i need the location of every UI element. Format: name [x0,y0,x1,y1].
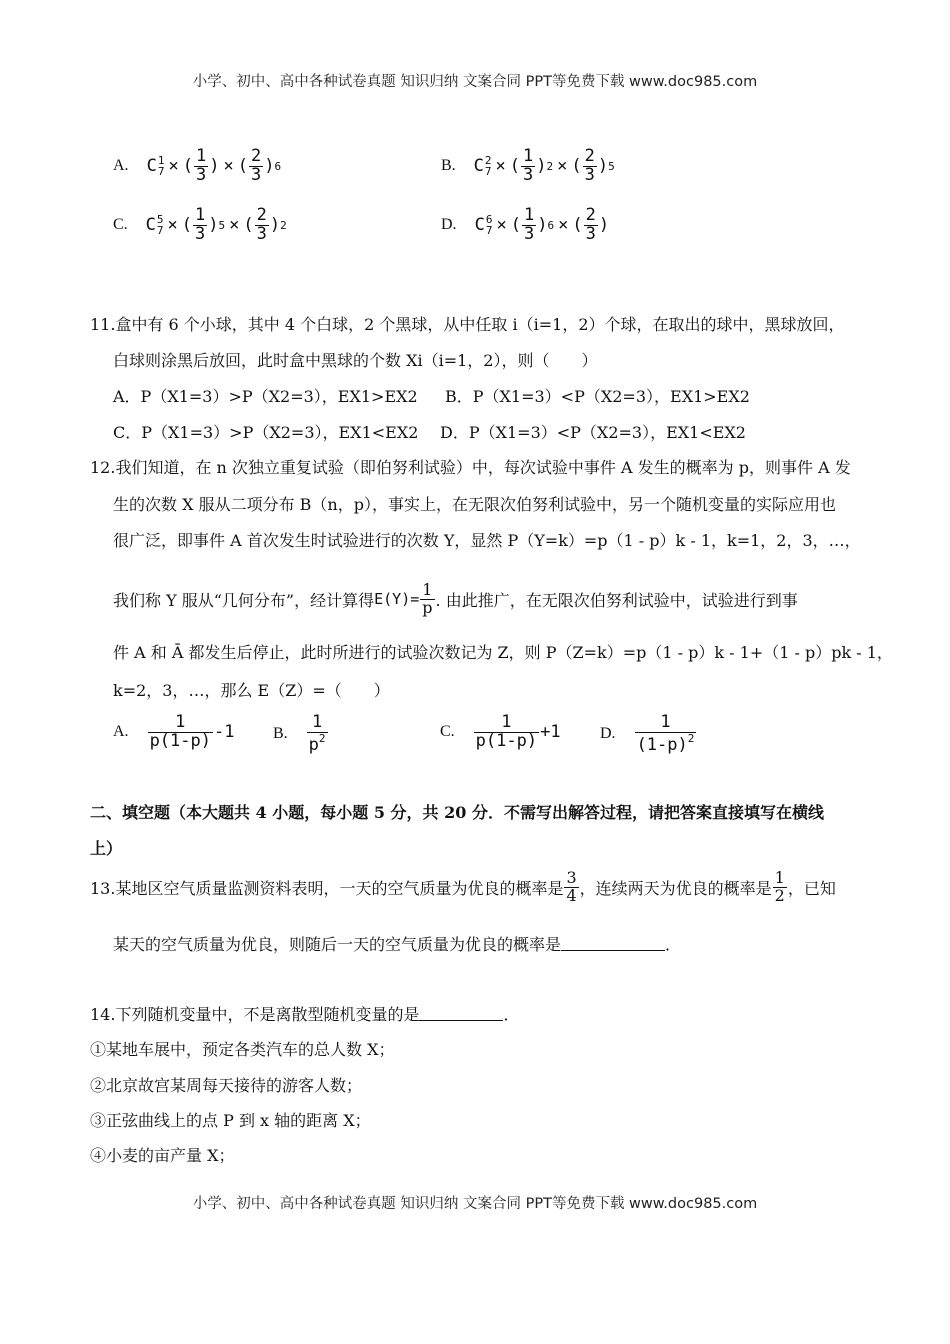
q12-line4-text-a: 我们称 Y 服从“几何分布”，经计算得 [113,590,375,610]
q12-line1: 12.我们知道，在 n 次独立重复试验（即伯努利试验）中，每次试验中事件 A 发生的概率为 p，则事件 A 发 [90,458,851,477]
q12-option-b-den: p [308,734,319,755]
q10-option-label: C. [113,216,128,234]
q11-option-c: C．P（X1=3）>P（X2=3），EX1<EX2 [113,423,419,442]
q14-end: ． [503,1005,520,1024]
open-paren: ( [237,156,248,177]
fraction-den: 3 [250,164,262,185]
q14-item-1: ①某地车展中，预定各类汽车的总人数 X； [90,1040,395,1059]
combination-indices [157,214,164,237]
q12-option-b-fraction [307,714,328,755]
fraction-one-third [193,207,207,244]
q14-item-3: ③正弦曲线上的点 P 到 x 轴的距离 X； [90,1111,371,1130]
q10-option-c [113,207,287,244]
q12-option-b [273,714,329,755]
combination-indices [485,155,492,178]
combination-symbol: C [145,215,156,236]
q14-item-2: ②北京故宫某周每天接待的游客人数； [90,1076,363,1095]
section2-heading-line2: 上） [90,839,123,858]
fraction-num: 2 [256,205,267,225]
q14-line1 [90,1002,519,1025]
fraction-num: 2 [250,146,262,166]
combination-lower: 7 [156,224,164,238]
q13-part2: ，连续两天为优良的概率是 [579,878,772,898]
close-paren: ) [269,215,281,236]
fraction-num: 1 [195,146,207,166]
open-paren: ( [181,215,193,236]
close-paren: ) [264,156,275,177]
fraction-one-third [522,207,536,244]
combination-lower: 7 [157,165,165,179]
q12-option-a-tail: -1 [213,722,235,743]
combination-indices [158,155,165,178]
q13-part1: 13.某地区空气质量监测资料表明，一天的空气质量为优良的概率是 [90,878,564,898]
combination-indices [486,214,493,237]
q13-part3: ，已知 [787,878,836,898]
q13-answer-blank[interactable] [561,936,665,951]
fraction-num: 2 [584,146,595,166]
q12-option-d-den: (1-p) [636,734,688,755]
page-header: 小学、初中、高中各种试卷真题 知识归纳 文案合同 PPT等免费下载 www.doc985.com [192,74,758,90]
open-paren: ( [572,215,583,236]
q12-option-a-fraction [148,714,213,751]
q12-option-c-num: 1 [501,712,512,732]
fraction-den: 3 [523,223,535,244]
q13-line2-text: 某天的空气质量为优良，则随后一天的空气质量为优良的概率是 [113,935,562,954]
exponent-2: 2 [280,218,287,232]
open-paren: ( [510,215,521,236]
q11-option-d: D．P（X1=3）<P（X2=3），EX1<EX2 [440,423,746,442]
q12-option-d-den-wrap [635,732,697,755]
q12-option-d-fraction [635,714,697,755]
exponent-1: 6 [547,218,555,232]
q12-option-a-den: p(1-p) [149,730,211,751]
fraction-den: 3 [256,223,267,244]
q12-line3: 很广泛，即事件 A 首次发生时试验进行的次数 Y，显然 P（Y=k）=p（1 - p）k - 1，k=1，2，3，…， [113,531,861,550]
page-footer: 小学、初中、高中各种试卷真题 知识归纳 文案合同 PPT等免费下载 www.doc985.com [192,1196,758,1212]
q13-line1 [90,870,836,905]
q12-line4 [113,582,798,617]
open-paren: ( [243,215,254,236]
q14-item-4: ④小麦的亩产量 X； [90,1146,235,1165]
q12-ey-denominator: p [422,597,433,617]
open-paren: ( [182,156,193,177]
combination-upper: 1 [157,153,165,167]
q12-option-b-den-exp: 2 [318,731,326,745]
fraction-num: 1 [523,146,534,166]
close-paren: ) [537,215,548,236]
fraction-two-thirds [255,207,269,244]
times-sign: × [229,215,240,236]
times-sign: × [558,215,569,236]
combination-symbol: C [474,215,485,236]
combination-lower: 7 [485,224,493,238]
times-sign: × [168,156,179,177]
q11-option-a: A．P（X1=3）>P（X2=3），EX1>EX2 [113,387,418,406]
fraction-den: 3 [195,223,206,244]
times-sign: × [496,215,507,236]
q11-option-b: B．P（X1=3）<P（X2=3），EX1>EX2 [445,387,750,406]
q12-option-c-den: p(1-p) [475,730,538,751]
q12-ey-label: E(Y)= [374,590,420,609]
q10-option-label: B. [441,157,456,175]
open-paren: ( [509,156,521,177]
q12-option-b-num: 1 [311,712,323,732]
times-sign: × [495,156,506,177]
fraction-two-thirds [583,148,597,185]
q13-fraction-1-num: 3 [566,868,577,887]
q12-option-a [113,714,234,751]
combination-upper: 2 [484,153,492,167]
fraction-den: 3 [195,164,207,185]
close-paren: ) [209,156,220,177]
fraction-den: 3 [523,164,534,185]
q12-line4-text-b: . 由此推广，在无限次伯努利试验中，试验进行到事 [435,590,798,610]
q12-option-c-label: C. [440,723,455,741]
exponent-2: 5 [608,159,615,173]
times-sign: × [167,215,178,236]
combination-lower: 7 [484,165,492,179]
fraction-one-third [194,148,208,185]
q12-ey-fraction [420,582,434,617]
q13-line2 [113,932,681,955]
combination-upper: 6 [485,212,493,226]
q12-option-c [440,714,561,751]
times-sign: × [557,156,568,177]
q12-option-a-label: A. [113,723,129,741]
combination-symbol: C [473,156,484,177]
q12-option-d-den-exp: 2 [687,731,695,745]
q12-line6: k=2，3，…，那么 E（Z）=（ ） [113,681,390,700]
q11-line1: 11.盒中有 6 个小球，其中 4 个白球，2 个黑球，从中任取 i（i=1，2）个球，在取出的球中，黑球放回， [90,315,845,334]
close-paren: ) [598,215,610,236]
q12-line2: 生的次数 X 服从二项分布 B（n，p），事实上，在无限次伯努利试验中，另一个随机变量的实际应用也 [113,495,836,514]
close-paren: ) [208,215,219,236]
q12-line5: 件 A 和 Ā 都发生后停止，此时所进行的试验次数记为 Z，则 P（Z=k）=p（1 - p）k - 1+（1 - p）pk - 1， [113,643,893,662]
exponent-1: 5 [218,218,226,232]
open-paren: ( [571,156,582,177]
section2-heading-line1: 二、填空题（本大题共 4 小题，每小题 5 分，共 20 分．不需写出解答过程，请把答案直接填写在横线 [90,803,824,822]
fraction-num: 1 [195,205,206,225]
q13-fraction-1 [564,870,578,905]
q14-answer-blank[interactable] [419,1006,503,1021]
q12-option-c-tail: +1 [540,722,561,743]
combination-upper: 5 [156,212,164,226]
q12-option-d-label: D. [600,725,616,743]
fraction-den: 3 [585,223,596,244]
fraction-two-thirds [584,207,598,244]
q10-option-b [441,148,615,185]
q14-line1-text: 14.下列随机变量中，不是离散型随机变量的是 [90,1005,420,1024]
fraction-one-third [521,148,535,185]
fraction-two-thirds [249,148,263,185]
q13-fraction-2-num: 1 [774,868,785,887]
exponent-1: 2 [546,159,554,173]
q10-option-d [441,207,609,244]
close-paren: ) [597,156,609,177]
exponent-2: 6 [274,159,282,173]
q13-end: ． [665,935,682,954]
q10-option-a [113,148,281,185]
fraction-den: 3 [584,164,595,185]
times-sign: × [223,156,234,177]
fraction-num: 2 [585,205,596,225]
q13-fraction-1-den: 4 [566,885,577,905]
q11-line2: 白球则涂黑后放回，此时盒中黑球的个数 Xi（i=1，2），则（ ） [113,351,598,370]
q12-option-c-fraction [474,714,539,751]
q12-option-b-den-wrap [307,732,328,755]
q12-option-d-num: 1 [660,712,671,732]
q12-option-b-label: B. [273,725,288,743]
q10-option-label: D. [441,216,457,234]
combination-symbol: C [146,156,157,177]
q13-fraction-2 [773,870,787,905]
q12-ey-numerator: 1 [422,580,433,599]
q12-option-a-num: 1 [175,712,186,732]
q13-fraction-2-den: 2 [774,885,785,905]
q12-option-d [600,714,697,755]
fraction-num: 1 [523,205,535,225]
q10-option-label: A. [113,157,129,175]
close-paren: ) [536,156,547,177]
